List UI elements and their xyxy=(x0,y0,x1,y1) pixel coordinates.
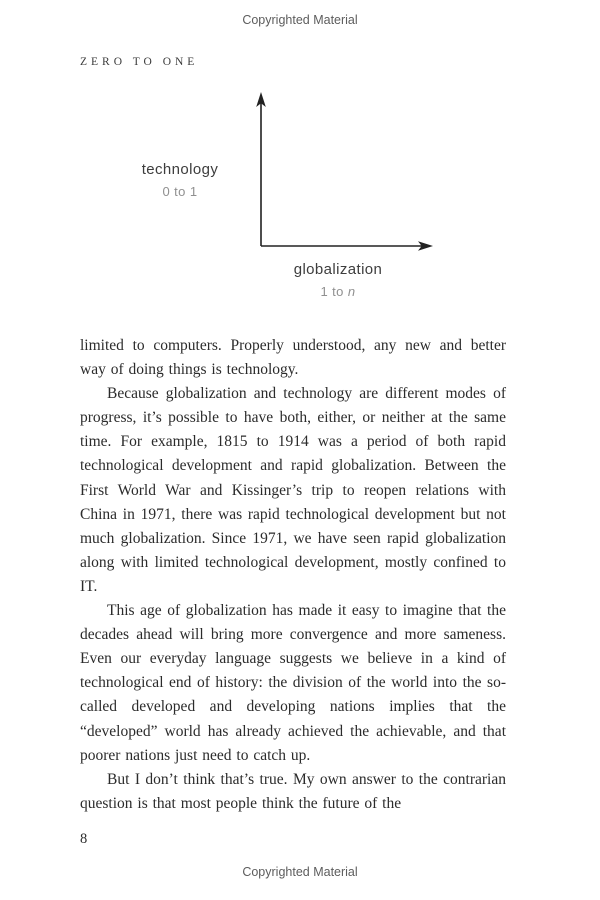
copyright-notice-top: Copyrighted Material xyxy=(242,13,358,27)
y-axis-label: technology xyxy=(141,161,219,178)
axes-diagram-graphic xyxy=(251,88,443,256)
page-number: 8 xyxy=(80,831,88,847)
x-axis-label: globalization xyxy=(293,261,383,278)
paragraph-continued: limited to computers. Properly understood, any new and better way of doing things is technology. xyxy=(80,337,506,379)
running-head: ZERO TO ONE xyxy=(80,56,199,68)
y-axis-labels xyxy=(110,161,250,199)
copyright-notice-bottom: Copyrighted Material xyxy=(242,865,358,879)
x-axis-sublabel-prefix: 1 to xyxy=(320,284,348,299)
y-axis-sublabel: 0 to 1 xyxy=(162,184,198,199)
x-axis-sublabel-variable: n xyxy=(347,284,356,299)
body-text xyxy=(80,334,506,816)
x-axis-sublabel xyxy=(272,284,404,299)
paragraph: But I don’t think that’s true. My own answer to the contrarian question is that most people think the future of the xyxy=(80,770,506,812)
x-axis-labels xyxy=(272,261,404,299)
paragraph: Because globalization and technology are different modes of progress, it’s possible to have both, either, or neither at the same time. For example, 1815 to 1914 was a period of both rapid technological development and rapid globalization. Between the First World War and Kissinger’s trip to reopen relations with China in 1971, there was rapid technological development but not much globalization. Since 1971, we have seen rapid globalization along with limited technological development, mostly confined to IT. xyxy=(80,385,506,595)
paragraph: This age of globalization has made it easy to imagine that the decades ahead will bring more convergence and more sameness. Even our everyday language suggests we believe in a kind of technological end of history: the division of the world into the so-called developed and developing nations implies that the “developed” world has already achieved the achievable, and that poorer nations just need to catch up. xyxy=(80,602,506,764)
